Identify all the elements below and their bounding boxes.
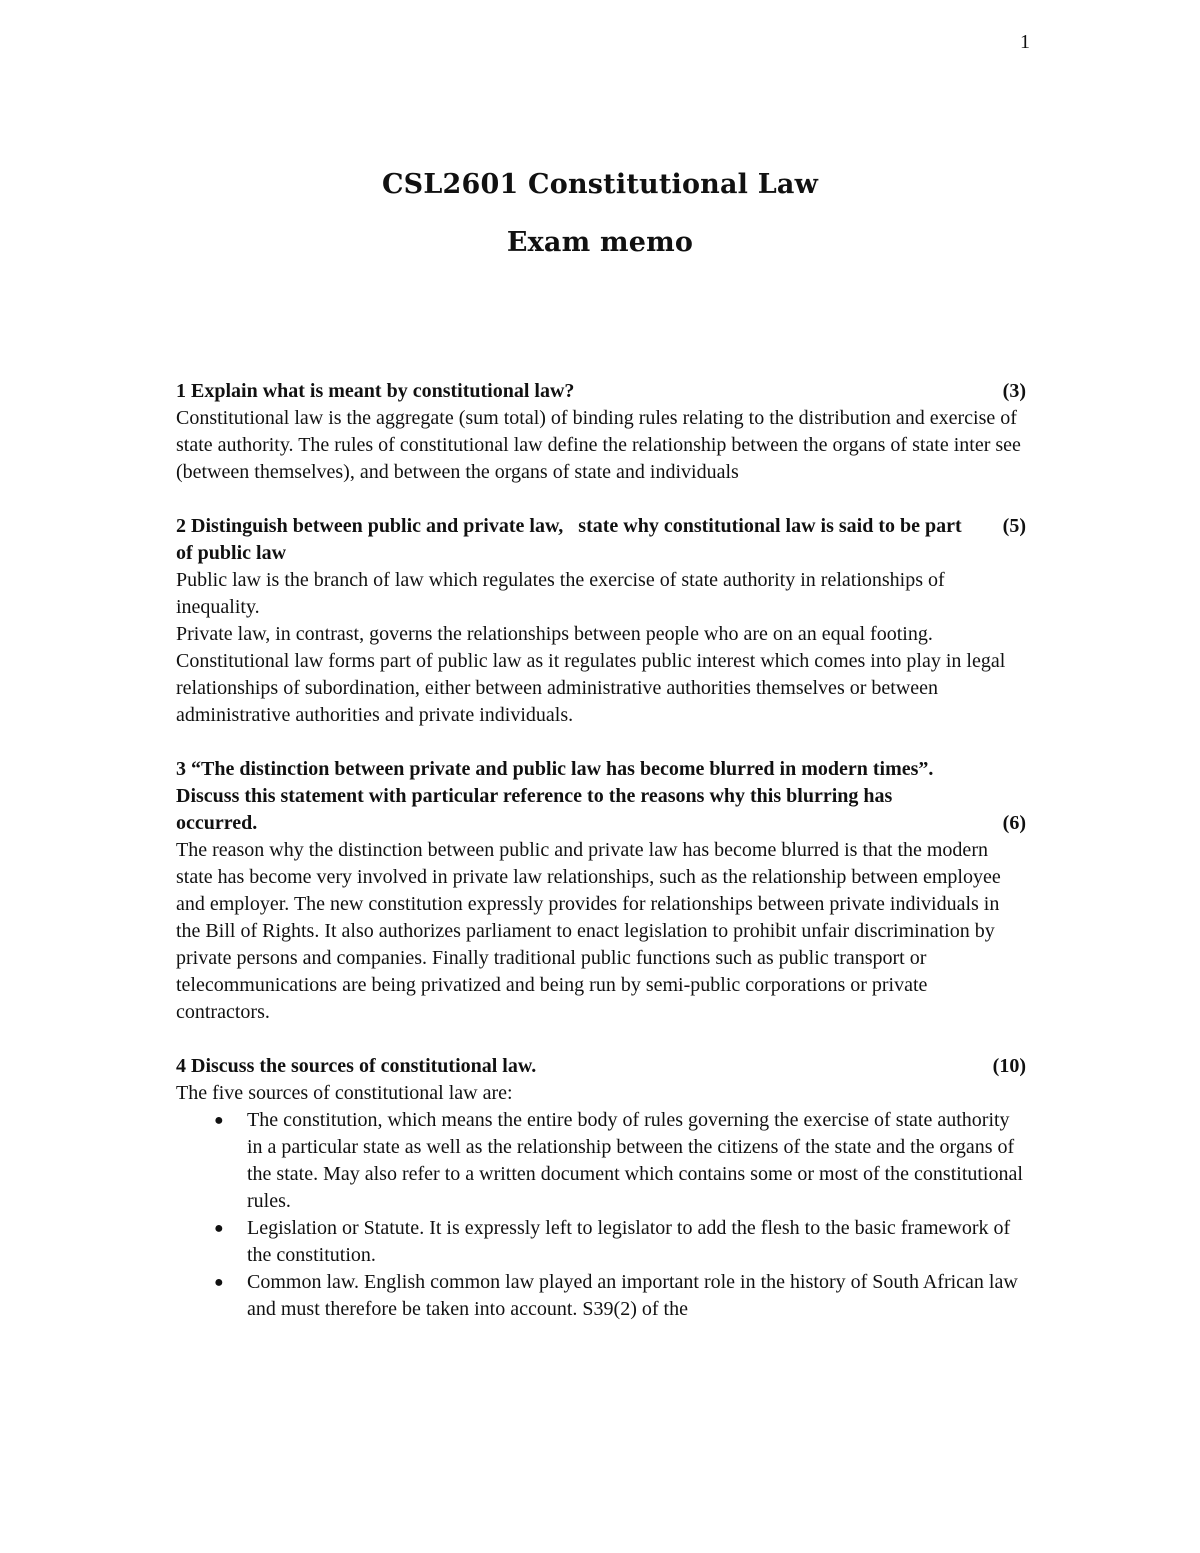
answer-paragraph: Private law, in contrast, governs the relationships between people who are on an equal footing. Constitutional law forms part of public law as it regulates public interest which comes into play in legal relationships of subordination, either between administrative authorities themselves or between administrative authorities and private individuals. bbox=[176, 623, 1006, 726]
bullet-icon: ● bbox=[214, 1112, 224, 1129]
question-text: 2 Distinguish between public and private law, state why constitutional law is said to be part of public law bbox=[176, 515, 967, 564]
memo-body bbox=[176, 378, 1026, 1350]
list-item-text: Common law. English common law played an important role in the history of South African law and must therefore be taken into account. S39(2) of the bbox=[247, 1271, 1018, 1320]
question-marks: (6) bbox=[1002, 812, 1026, 834]
answer bbox=[176, 1080, 1026, 1323]
question-1 bbox=[176, 378, 1026, 486]
answer-paragraph: The reason why the distinction between public and private law has become blurred is that the modern state has become very involved in private law relationships, such as the relationship between employee and employer. The new constitution expressly provides for relationships between private individuals in the Bill of Rights. It also authorizes parliament to enact legislation to prohibit unfair discrimination by private persons and companies. Finally traditional public functions such as public transport or telecommunications are being privatized and being run by semi-public corporations or private contractors. bbox=[176, 839, 1001, 1023]
question-heading bbox=[176, 513, 1026, 567]
bullet-icon: ● bbox=[214, 1220, 224, 1237]
answer bbox=[176, 837, 1026, 1026]
list-item bbox=[176, 1215, 1026, 1269]
answer-paragraph: Constitutional law is the aggregate (sum total) of binding rules relating to the distribution and exercise of state authority. The rules of constitutional law define the relationship between the organs of state inter see (between themselves), and between the organs of state and individuals bbox=[176, 407, 1021, 483]
page-number: 1 bbox=[1020, 31, 1030, 53]
answer-intro: The five sources of constitutional law are: bbox=[176, 1082, 513, 1104]
list-item-text: Legislation or Statute. It is expressly left to legislator to add the flesh to the basic framework of the constitution. bbox=[247, 1217, 1011, 1266]
question-marks: (3) bbox=[1002, 380, 1026, 402]
question-text: 3 “The distinction between private and public law has become blurred in modern times”. Discuss this statement with particular reference to the reasons why this blurring has occurred. bbox=[176, 758, 939, 834]
question-heading bbox=[176, 756, 1026, 837]
question-4 bbox=[176, 1053, 1026, 1323]
answer-paragraph: Public law is the branch of law which regulates the exercise of state authority in relationships of inequality. bbox=[176, 569, 945, 618]
question-2 bbox=[176, 513, 1026, 729]
question-text: 1 Explain what is meant by constitutional law? bbox=[176, 380, 575, 402]
question-marks: (5) bbox=[1002, 515, 1026, 537]
bullet-icon: ● bbox=[214, 1274, 224, 1291]
question-heading bbox=[176, 378, 1026, 405]
sources-list bbox=[176, 1107, 1026, 1323]
list-item bbox=[176, 1107, 1026, 1215]
question-text: 4 Discuss the sources of constitutional law. bbox=[176, 1055, 537, 1077]
question-marks: (10) bbox=[992, 1055, 1026, 1077]
answer bbox=[176, 567, 1026, 729]
document-title: CSL2601 Constitutional Law bbox=[381, 169, 819, 200]
question-heading bbox=[176, 1053, 1026, 1080]
list-item-text: The constitution, which means the entire body of rules governing the exercise of state authority in a particular state as well as the relationship between the citizens of the state and the organs of the state. May also refer to a written document which contains some or most of the constitutional rules. bbox=[247, 1109, 1023, 1212]
list-item bbox=[176, 1269, 1026, 1323]
document-subtitle: Exam memo bbox=[506, 227, 694, 258]
question-3 bbox=[176, 756, 1026, 1026]
answer bbox=[176, 405, 1026, 486]
